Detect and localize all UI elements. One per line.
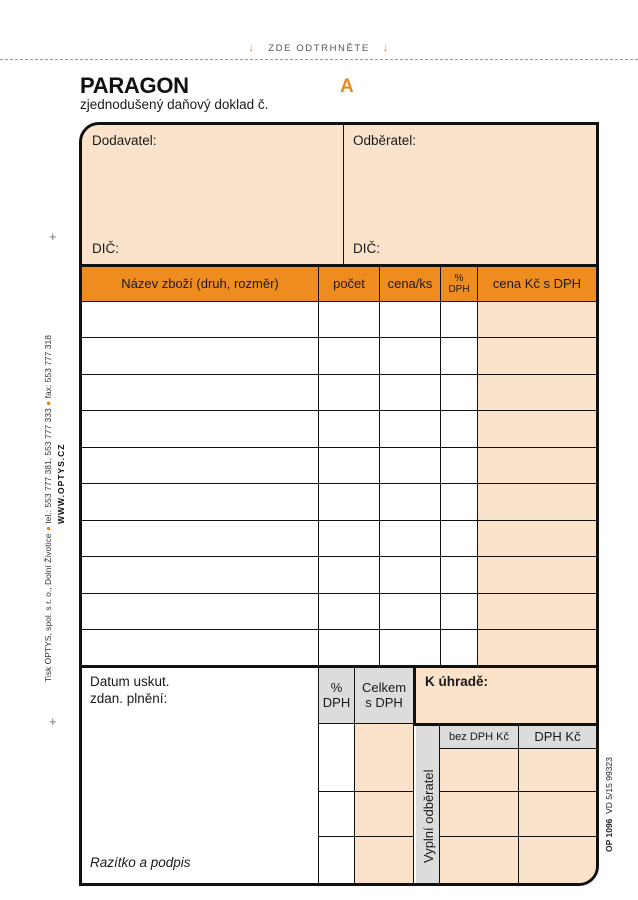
column-divider [318, 267, 319, 666]
table-row [82, 629, 596, 630]
table-row [319, 723, 414, 724]
receipt-form [79, 122, 599, 886]
crop-mark-icon: + [49, 714, 57, 729]
column-header-price-with-vat: cena Kč s DPH [492, 275, 582, 291]
column-divider [518, 726, 519, 883]
table-row [82, 374, 596, 375]
taxable-date-label: Datum uskut. zdan. plnění: [90, 674, 170, 706]
column-divider [477, 267, 478, 666]
column-header-item-name: Název zboží (druh, rozměr) [121, 275, 279, 291]
table-row [82, 483, 596, 484]
column-header-unit-price: cena/ks [387, 275, 433, 291]
table-row [319, 836, 414, 837]
supplier-dic-label: DIČ: [92, 241, 119, 256]
table-row [440, 836, 596, 837]
tear-off-dashed-line [0, 59, 638, 60]
copy-letter: A [340, 76, 354, 97]
crop-mark-icon: + [49, 229, 57, 244]
table-row [440, 791, 596, 792]
table-row [319, 791, 414, 792]
customer-dic-label: DIČ: [353, 241, 380, 256]
header-bottom-rule [82, 301, 596, 302]
table-row [82, 520, 596, 521]
document-subtitle: zjednodušený daňový doklad č. [80, 97, 269, 112]
parties-divider [343, 125, 344, 264]
column-divider [354, 668, 355, 883]
total-with-vat-header: Celkem s DPH [361, 679, 407, 710]
table-row [82, 447, 596, 448]
supplier-label: Dodavatel: [92, 133, 157, 148]
parties-section [82, 125, 596, 264]
vat-rate-header: % DPH [322, 679, 351, 710]
amount-due-label: K úhradě: [425, 674, 489, 689]
arrow-down-icon: ↓ [382, 42, 390, 54]
column-divider [379, 267, 380, 666]
table-row [82, 410, 596, 411]
customer-label: Odběratel: [353, 133, 417, 148]
table-row [82, 556, 596, 557]
vat-amount-header: DPH Kč [534, 728, 581, 744]
form-code: OP 1096 VD 5/15 99323 [604, 757, 614, 852]
table-row [440, 748, 596, 749]
printer-website: WWW.OPTYS.CZ [56, 443, 66, 524]
divider [413, 668, 416, 726]
document-title: PARAGON [80, 73, 189, 98]
tear-off-label: ZDE ODTRHNĚTE [268, 43, 370, 54]
arrow-down-icon: ↓ [248, 42, 256, 54]
column-divider [440, 267, 441, 666]
printer-info: Tisk OPTYS, spol. s r. o., Dolní Životice ● tel.: 553 777 381, 553 777 333 ● fax: 553 777 318 [43, 335, 53, 682]
table-row [82, 337, 596, 338]
net-amount-header: bez DPH Kč [449, 730, 509, 743]
total-with-vat-column [355, 724, 413, 883]
customer-fill-in-label: Vyplní odběratel [421, 769, 436, 863]
table-row [82, 593, 596, 594]
column-header-quantity: počet [333, 275, 365, 291]
tear-off-instruction [0, 42, 638, 54]
stamp-signature-label: Razítko a podpis [90, 855, 191, 870]
column-header-vat-rate: % DPH [448, 272, 470, 295]
